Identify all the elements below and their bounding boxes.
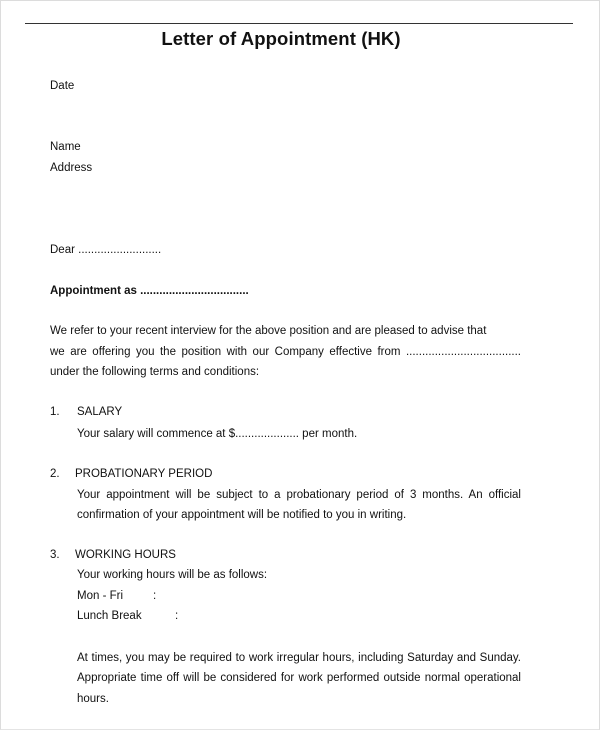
section-heading-probation: PROBATIONARY PERIOD	[75, 468, 213, 480]
intro-line-2: we are offering you the position with our Company effective from ....................................	[50, 346, 521, 358]
header-rule	[25, 23, 573, 24]
document-title: Letter of Appointment (HK)	[161, 28, 401, 49]
appointment-line: Appointment as ..................................	[50, 285, 249, 297]
intro-line-3: under the following terms and conditions:	[50, 366, 260, 378]
probation-text-2: confirmation of your appointment will be notified to you in writing.	[77, 509, 407, 521]
date-label: Date	[50, 80, 75, 92]
schedule-label-lunch-break: Lunch Break	[77, 610, 142, 622]
irregular-hours-text-2: Appropriate time off will be considered for work performed outside normal operational	[77, 672, 521, 684]
section-number-3: 3.	[50, 549, 60, 561]
name-label: Name	[50, 141, 81, 153]
section-number-1: 1.	[50, 406, 60, 418]
section-heading-salary: SALARY	[77, 406, 123, 418]
schedule-separator: :	[153, 590, 157, 602]
working-hours-text: Your working hours will be as follows:	[77, 569, 268, 581]
salutation: Dear ..........................	[50, 244, 162, 256]
schedule-separator: :	[175, 610, 179, 622]
schedule-label-mon-fri: Mon - Fri	[77, 590, 123, 602]
section-number-2: 2.	[50, 468, 60, 480]
intro-line-1: We refer to your recent interview for the above position and are pleased to advise that	[50, 325, 487, 337]
salary-text: Your salary will commence at $.................... per month.	[77, 428, 358, 440]
section-heading-working-hours: WORKING HOURS	[75, 549, 176, 561]
address-label: Address	[50, 162, 93, 174]
probation-text-1: Your appointment will be subject to a probationary period of 3 months. An official	[77, 489, 521, 501]
irregular-hours-text-1: At times, you may be required to work irregular hours, including Saturday and Sunday.	[77, 652, 521, 664]
irregular-hours-text-3: hours.	[77, 693, 109, 705]
